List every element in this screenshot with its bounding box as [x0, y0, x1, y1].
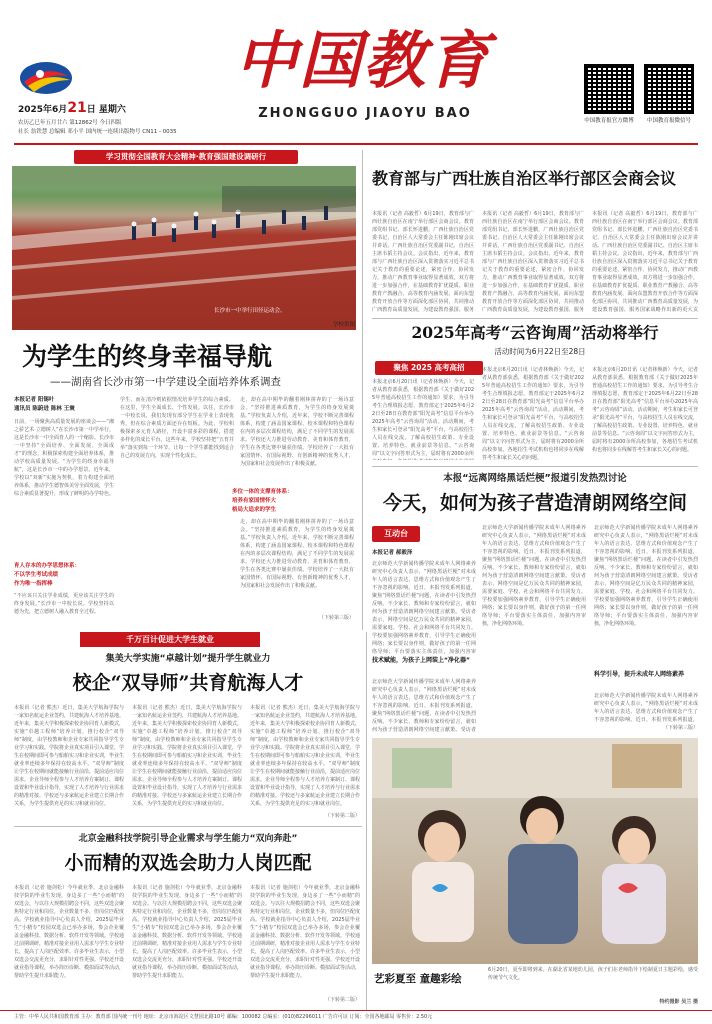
ministry-headline: 教育部与广西壮族自治区举行部区会商会议	[372, 169, 677, 188]
remote-tag-label: 互动台	[384, 529, 408, 538]
column-divider-lower	[366, 632, 367, 1012]
feature-col2-subhead: 多位一体的支撑育体系： 培养有家国情怀大 格局大追求的学生	[232, 489, 293, 513]
qr-code-weibo-icon	[584, 64, 634, 114]
beijing-kicker: 北京金融科技学院引导企业需求与学生能力“双向奔赴”	[78, 834, 298, 844]
feature-headline: 为学生的终身幸福导航	[22, 342, 273, 371]
kids-painting-photo	[372, 738, 698, 964]
remote-body-col1: 北京师范大学新闻传播学院未成年人网络素养研究中心负责人表示，“网络黑话烂梗”对未成年人的语言表达、思维方式和价值观念产生了不容忽视的影响。近日，本报刊发系列报道，聚焦“网络黑话烂梗”问题，在读者中引发热烈反响。不少家长、教师和专家纷纷留言，就如何为孩子营造清朗网络空间建言献策。受访者表示，网络空间是亿万民众共同的精神家园，需要家庭、学校、社会和网络平台共同发力。学校要加强网络素养教育，引导学生正确使用网络；家长要以身作则，做好孩子的第一任网络导师；平台要落实主体责任，加强内容审	[372, 561, 476, 654]
remote-body-col1b: 北京师范大学新闻传播学院未成年人网络素养研究中心负责人表示，“网络黑话烂梗”对未成年人的语言表达、思维方式和价值观念产生了不容忽视的影响。近日，本报刊发系列报道，聚焦“网络黑话烂梗”问题，在读者中引发热烈反响。不少家长、教师和专家纷纷留言，就如何为孩子营造清朗网络空间建言献策。受访者	[372, 679, 476, 732]
remote-subhead1: 技术赋能，为孩子上网装上“净化器”	[372, 657, 470, 664]
beijing-end: （下转第二版）	[324, 997, 360, 1003]
feature-col3: 走，却在高中期毕的翻着刚林拼奔的了一场诗意会。“坚持推进素质教育，为学生的终身发展奠基。”学校负责人介绍，近年来，学校不断完善课程体系，构建了涵盖国家课程、校本课程和特色课程在内的多层次课程结构，满足了不同学生的发展需求。学校还大力推进劳动教育、美育和体育教育，学生在各类比赛中屡获佳绩。学校培养了一大批有家国情怀、有国际视野、有创新精神的优秀人才，为国家和社会发展作出了积极贡献。	[240, 397, 354, 467]
feature-col1-subhead: 育人存本的办学思想体系： 不以学生考试成绩 作为唯一指挥棒	[14, 563, 81, 587]
qr-label-weibo: 中国教育报官方微博	[584, 118, 634, 124]
jimei-body-col2: 本报讯（记者 熊杰）近日，集美大学航海学院与一家知名航运企业签约，共建航海人才培养基地。近年来，集美大学积极探索校企协同育人新模式，实施“卓越工程师”培养计划，推行校企“双导师”制度，由学校教师和企业专家共同指导学生专业学习和实践。学院将企业真实项目引入课堂，学生在校期间即可参与船舶实习和企业实训，毕业生就业率连续多年保持在较高水平。“双导师”制度让学生在校期间就能接触行业前沿，提前适应岗位需求。企业导师全程参与人才培养方案制订、课程设置和毕业设计指导，实现了人才培养与行业需求的精准对接。学校还与多家航运企业建立长期合作关系，为学生提供充足的实习和就业岗位。	[132, 705, 242, 807]
feature-col1: 日前，一场聚焦高质量发展的座谈会——“湘之骄艺术·立德树人”在长沙市第一中学举行。这是长沙市一中全面育人的一个缩影。长沙市一中坚持“全面培养、全面发展、全面成才”的理念，积极探索构建全面培养体系，推动学校高质量发展。“为学生的终身幸福导航”，这是长沙市一中的办学愿景。近年来，学校以“双新”实施为契机，着力构建全面培养体系，推动学生德智体美劳全面发展，学生综合素质显著提升，形成了鲜明的办学特色。	[14, 419, 114, 497]
feature-col3-end: （下转第三版）	[318, 615, 354, 621]
feature-photo-credit: 学校供图	[332, 322, 355, 328]
jimei-kicker: 集美大学实施“卓越计划”提升学生就业力	[105, 654, 271, 664]
jimei-body-col1: 本报讯（记者 熊杰）近日，集美大学航海学院与一家知名航运企业签约，共建航海人才培养基地。近年来，集美大学积极探索校企协同育人新模式，实施“卓越工程师”培养计划，推行校企“双导师”制度，由学校教师和企业专家共同指导学生专业学习和实践。学院将企业真实项目引入课堂，学生在校期间即可参与船舶实习和企业实训，毕业生就业率连续多年保持在较高水平。“双导师”制度让学生在校期间就能接触行业前沿，提前适应岗位需求。企业导师全程参与人才培养方案制订、课程设置和毕业设计指导，实现了人才培养与行业需求的精准对接。学校还与多家航运企业建立长期合作关系，为学生提供充足的实习和就业岗位。	[14, 705, 124, 807]
remote-body-col3b: 北京师范大学新闻传播学院未成年人网络素养研究中心负责人表示，“网络黑话烂梗”对未成年人的语言表达、思维方式和价值观念产生了不容忽视的影响。近日，本报刊发系列报道，	[594, 693, 698, 723]
remote-end: （下转第三版）	[662, 725, 698, 731]
issue-date-year: 2025年6月	[18, 105, 68, 115]
masthead	[0, 0, 712, 152]
gaokao-headline: 2025年高考“云咨询周”活动将举行	[411, 323, 659, 342]
ministry-body-col1: 本报讯（记者 高毅哲）6月19日，教育部与广西壮族自治区在南宁举行部区会商会议。教育部党组书记、部长怀进鹏，广西壮族自治区党委书记、自治区人大常委会主任陈刚出席会议并讲话。广西壮族自治区党委副书记、自治区主席韦韬主持会议。会议指出，近年来，教育部与广西壮族自治区深入贯彻落实习近平总书记关于教育的重要论述，紧密合作、协同发力，推动广西教育事业取得显著成效。双方将进一步加强合作，在基础教育扩优提质、职业教育产教融合、高等教育内涵发展、面向东盟教育开放合作等方面深化部区协同，共同推动广西教育高质量发展，为建设教育强国、服务	[372, 211, 474, 313]
jimei-end: （下转第二版）	[324, 813, 360, 819]
jimei-headline: 校企“双导师”共育航海人才	[72, 672, 304, 694]
gaokao-body-col2: 本报北京6月20日讯（记者林焕新）今天，记者从教育部获悉，根据教育部《关于做好2025年普通高校招生工作的通知》要求，为引导考生合理填报志愿，教育部定于2025年6月22日至28日在教育部“阳光高考”信息平台举办2025年高考“云咨询周”活动。活动期间，考生和家长可登录“阳光高考”平台，与高校招生人员在线交流，了解高校招生政策、专业设置、培养特色、就业前景等信息。“云咨询周”以文字问答形式为主，届时将有2000余所高校参加，各地招生考试机构也将同步在线解答考生和家长关心的问题。	[482, 367, 584, 460]
beijing-body-col2: 本报讯（记者 施剑松）今年就业季，北京金融科技学院的毕业生发现，身边多了一些“小而精”的双选会。与以往大规模招聘会不同，这些双选会聚焦特定行业和岗位，企业数量不多，但岗位匹配度高。学校就业指导中心负责人介绍，2025届毕业生“小精专”校园双选会已举办多场，参会企业覆盖金融科技、数据分析、软件开发等领域。学校通过前期调研，精准对接企业用人需求与学生专业特长，提高了人岗匹配效率。许多毕业生表示，小型双选会交流更充分，求职针对性更强。学校还开设就业指导课程，举办简历诊断、模拟面试等活动，帮助学生提升求职能力。	[132, 885, 242, 979]
remote-headline: 今天，如何为孩子营造清朗网络空间	[382, 492, 687, 514]
remote-body-col2: 北京师范大学新闻传播学院未成年人网络素养研究中心负责人表示，“网络黑话烂梗”对未成年人的语言表达、思维方式和价值观念产生了不容忽视的影响。近日，本报刊发系列报道，聚焦“网络黑话烂梗”问题，在读者中引发热烈反响。不少家长、教师和专家纷纷留言，就如何为孩子营造清朗网络空间建言献策。受访者表示，网络空间是亿万民众共同的精神家园，需要家庭、学校、社会和网络平台共同发力。学校要加强网络素养教育，引导学生正确使用网络；家长要以身作则，做好孩子的第一任网络导师；平台要落实主体责任，加强内容审核，净化网络环境。	[482, 525, 586, 627]
ministry-body-col2: 本报讯（记者 高毅哲）6月19日，教育部与广西壮族自治区在南宁举行部区会商会议。教育部党组书记、部长怀进鹏，广西壮族自治区党委书记、自治区人大常委会主任陈刚出席会议并讲话。广西壮族自治区党委副书记、自治区主席韦韬主持会议。会议指出，近年来，教育部与广西壮族自治区深入贯彻落实习近平总书记关于教育的重要论述，紧密合作、协同发力，推动广西教育事业取得显著成效。双方将进一步加强合作，在基础教育扩优提质、职业教育产教融合、高等教育内涵发展、面向东盟教育开放合作等方面深化部区协同，共同推动广西教育高质量发展，为建设教育强国、服务	[482, 211, 584, 313]
issue-date-suffix: 日 星期六	[86, 105, 126, 115]
issue-meta-line2: 社长 翁铁慧 总编辑 邓小平 国内统一连续出版物号 CN11 - 0035	[18, 129, 177, 135]
kids-photo-caption-text: 6月20日，夏至即将到来，在湖北省某地幼儿园，孩子们在老师指导下绘制夏日主题彩绘，感受传统节气文化。	[488, 967, 698, 981]
footer-line: 主管：中华人民共和国教育部 主办：教育部 国内统一刊号 地址：北京市海淀区文慧园北路10号 邮编：100082 总编室：(010)82296011 广告许可证 订阅：全国各地邮局 零售价：2.50元	[14, 1014, 433, 1020]
jimei-body-col3: 本报讯（记者 熊杰）近日，集美大学航海学院与一家知名航运企业签约，共建航海人才培养基地。近年来，集美大学积极探索校企协同育人新模式，实施“卓越工程师”培养计划，推行校企“双导师”制度，由学校教师和企业专家共同指导学生专业学习和实践。学院将企业真实项目引入课堂，学生在校期间即可参与船舶实习和企业实训，毕业生就业率连续多年保持在较高水平。“双导师”制度让学生在校期间就能接触行业前沿，提前适应岗位需求。企业导师全程参与人才培养方案制订、课程设置和毕业设计指导，实现了人才培养与行业需求的精准对接。学校还与多家航运企业建立长期合作关系，为学生提供充足的实习和就业岗位。	[250, 705, 360, 807]
kids-photo-caption-title: 艺彩夏至 童趣彩绘	[374, 973, 462, 985]
masthead-rule	[14, 143, 698, 145]
feature-col2: 学生，而在清冷则依据情况培养学生的综合素质。在这里，学生全面成长、个性发展。以往，长沙市一中校长说，我们发现有部分学生在学业上表现优秀，但在综合素质方面还存在短板。为此，学校积极探索多元育人路径，开设丰富多彩的课程，搭建多样化的成长平台。这些年来，学校坚持把“五育并举”落实到每一个环节，让每一个学生都能找到适合自己的发展方向，实现个性化成长。	[120, 397, 234, 459]
feature-photo-caption: 长沙市一中举行田径运动会。	[214, 308, 286, 314]
beijing-headline: 小而精的双选会助力人岗匹配	[64, 852, 312, 874]
gaokao-body-col3: 本报北京6月20日讯（记者林焕新）今天，记者从教育部获悉，根据教育部《关于做好2025年普通高校招生工作的通知》要求，为引导考生合理填报志愿，教育部定于2025年6月22日至28日在教育部“阳光高考”信息平台举办2025年高考“云咨询周”活动。活动期间，考生和家长可登录“阳光高考”平台，与高校招生人员在线交流，了解高校招生政策、专业设置、培养特色、就业前景等信息。“云咨询周”以文字问答形式为主，届时将有2000余所高校参加，各地招生考试机构也将同步在线解答考生和家长关心的问题。	[592, 367, 698, 453]
remote-byline: 本报记者 郝毅泽	[372, 550, 413, 556]
kids-photo-credit: 特约摄影 吴兰 摄	[659, 999, 698, 1005]
feature-col1b: “不应该只关注学业成绩，更应该关注学生的终身发展。”长沙市一中校长说。学校坚持以德为先，把立德树人融入教育全过程。	[14, 593, 114, 615]
ministry-body-col3: 本报讯（记者 高毅哲）6月19日，教育部与广西壮族自治区在南宁举行部区会商会议。教育部党组书记、部长怀进鹏，广西壮族自治区党委书记、自治区人大常委会主任陈刚出席会议并讲话。广西壮族自治区党委副书记、自治区主席韦韬主持会议。会议指出，近年来，教育部与广西壮族自治区深入贯彻落实习近平总书记关于教育的重要论述，紧密合作、协同发力，推动广西教育事业取得显著成效。双方将进一步加强合作，在基础教育扩优提质、职业教育产教融合、高等教育内涵发展、面向东盟教育开放合作等方面深化部区协同，共同推动广西教育高质量发展，为建设教育强国、服务国家战略作出新的更大贡	[592, 211, 698, 313]
masthead-pinyin: ZHONGGUO JIAOYU BAO	[258, 106, 472, 121]
gaokao-body-col1: 本报北京6月20日讯（记者林焕新）今天，记者从教育部获悉，根据教育部《关于做好2025年普通高校招生工作的通知》要求，为引导考生合理填报志愿，教育部定于2025年6月22日至28日在教育部“阳光高考”信息平台举办2025年高考“云咨询周”活动。活动期间，考生和家长可登录“阳光高考”平台，与高校招生人员在线交流，了解高校招生政策、专业设置、培养特色、就业前景等信息。“云咨询周”以文字问答形式为主，届时将有2000余所	[372, 379, 474, 457]
issue-date-day: 21	[67, 100, 87, 116]
column-divider	[362, 150, 363, 630]
remote-tag	[372, 526, 420, 542]
employment-banner: 千万百计促进大学生就业	[80, 632, 260, 647]
feature-byline: 本报记者 阳锡叶 通讯员 陈蔚进 陈林 王寰	[14, 397, 75, 412]
remote-body-col3: 北京师范大学新闻传播学院未成年人网络素养研究中心负责人表示，“网络黑话烂梗”对未成年人的语言表达、思维方式和价值观念产生了不容忽视的影响。近日，本报刊发系列报道，聚焦“网络黑话烂梗”问题，在读者中引发热烈反响。不少家长、教师和专家纷纷留言，就如何为孩子营造清朗网络空间建言献策。受访者表示，网络空间是亿万民众共同的精神家园，需要家庭、学校、社会和网络平台共同发力。学校要加强网络素养教育，引导学生正确使用网络；家长要以身作则，做好孩子的第一任网络导师；平台要落实主体责任，加强内容审核，净化网络环境。	[594, 525, 698, 627]
beijing-body-col1: 本报讯（记者 施剑松）今年就业季，北京金融科技学院的毕业生发现，身边多了一些“小而精”的双选会。与以往大规模招聘会不同，这些双选会聚焦特定行业和岗位，企业数量不多，但岗位匹配度高。学校就业指导中心负责人介绍，2025届毕业生“小精专”校园双选会已举办多场，参会企业覆盖金融科技、数据分析、软件开发等领域。学校通过前期调研，精准对接企业用人需求与学生专业特长，提高了人岗匹配效率。许多毕业生表示，小型双选会交流更充分，求职针对性更强。学校还开设就业指导课程，举办简历诊断、模拟面试等活动，帮助学生提升求职能力。	[14, 885, 124, 979]
qr-label-wechat: 中国教育报微信号	[646, 118, 691, 124]
remote-subhead2: 科学引导，提升未成年人网络素养	[594, 671, 685, 678]
newspaper-logo-icon	[18, 58, 74, 96]
feature-col3-cont: 走，却在高中期毕的翻着刚林拼奔的了一场诗意会。“坚持推进素质教育，为学生的终身发展奠基。”学校负责人介绍，近年来，学校不断完善课程体系，构建了涵盖国家课程、校本课程和特色课程在内的多层次课程结构，满足了不同学生的发展需求。学校还大力推进劳动教育、美育和体育教育，学生在各类比赛中屡获佳绩。学校培养了一大批有家国情怀、有国际视野、有创新精神的优秀人才，为国家和社会发展作出了积极贡献。	[240, 519, 354, 589]
qr-code-wechat-icon	[644, 64, 694, 114]
issue-meta-line1: 农历乙巳年五月廿六 第12862号 今日四版	[18, 120, 122, 126]
beijing-body-col3: 本报讯（记者 施剑松）今年就业季，北京金融科技学院的毕业生发现，身边多了一些“小而精”的双选会。与以往大规模招聘会不同，这些双选会聚焦特定行业和岗位，企业数量不多，但岗位匹配度高。学校就业指导中心负责人介绍，2025届毕业生“小精专”校园双选会已举办多场，参会企业覆盖金融科技、数据分析、软件开发等领域。学校通过前期调研，精准对接企业用人需求与学生专业特长，提高了人岗匹配效率。许多毕业生表示，小型双选会交流更充分，求职针对性更强。学校还开设就业指导课程，举办简历诊断、模拟面试等活动，帮助学生提升求职能力。	[250, 885, 360, 979]
gaokao-banner: 聚焦 2025 高考高招	[375, 361, 483, 375]
feature-ribbon: 学习贯彻全国教育大会精神·教育强国建设调研行	[74, 150, 298, 164]
gaokao-subheadline: 活动时间为6月22日至28日	[494, 347, 586, 356]
masthead-title: 中国教育	[234, 24, 491, 97]
remote-kicker: 本报“远离网络黑话烂梗”报道引发热烈讨论	[443, 473, 627, 484]
feature-subheadline: ——湖南省长沙市第一中学建设全面培养体系调查	[50, 376, 281, 388]
